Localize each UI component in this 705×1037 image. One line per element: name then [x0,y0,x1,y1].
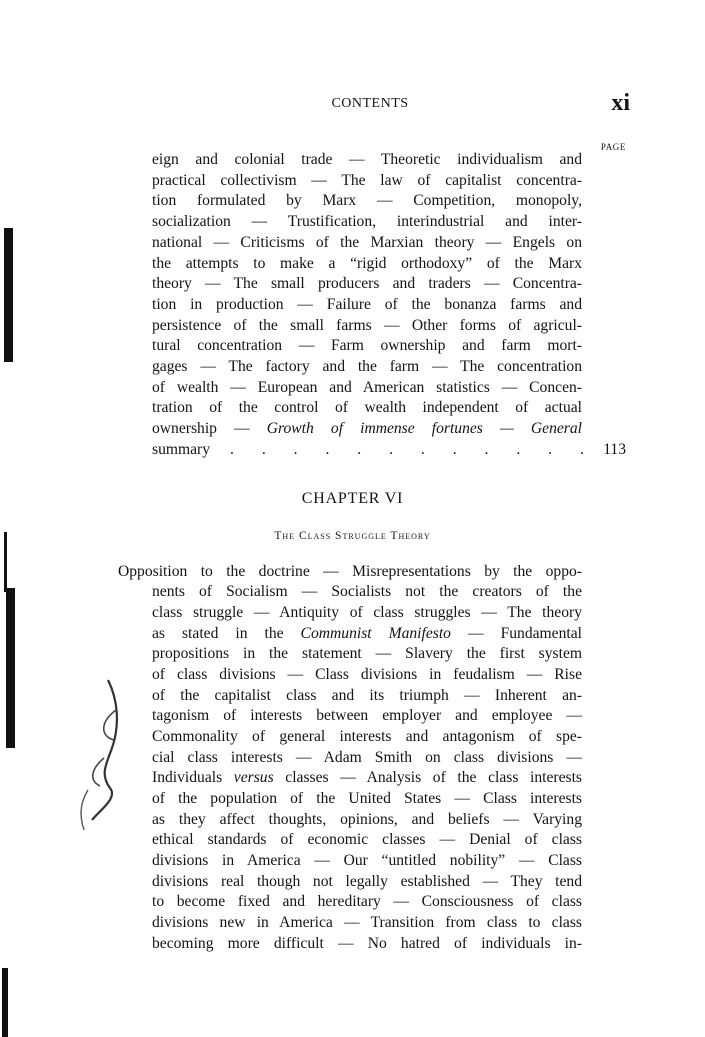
scan-edge-mark-lower [6,588,15,748]
page-folio: xi [611,90,630,116]
entry-line: national — Criticisms of the Marxian theory — Engels on [152,234,582,251]
chapter-title: The Class Struggle Theory [274,530,431,542]
chapter-line: divisions new in America — Transition from class to class [152,914,582,931]
entry-line: eign and colonial trade — Theoretic individualism and [152,151,582,168]
entry-line: of wealth — European and American statistics — Concen- [152,379,582,396]
entry-line: the attempts to make a “rigid orthodoxy” of the Marx [152,255,582,272]
chapter-text: as stated in the [152,625,301,642]
entry-line: persistence of the small farms — Other forms of agricul- [152,317,582,334]
chapter-line: becoming more difficult — No hatred of individuals in- [152,935,582,952]
scan-edge-mark-top [4,228,13,362]
entry-summary-row [152,440,626,460]
chapter-heading: CHAPTER VI [301,490,404,507]
chapter-line: Commonality of general interests and antagonism of spe- [152,728,582,745]
chapter-line: cial class interests — Adam Smith on class divisions — [152,749,582,766]
page-column-label: PAGE [600,142,626,152]
chapter-line: ethical standards of economic classes — Denial of class [152,831,582,848]
entry-italic-text: Growth of immense fortunes — General [266,420,583,437]
chapter-line: of class divisions — Class divisions in feudalism — Rise [152,666,582,683]
entry-line: practical collectivism — The law of capitalist concentra- [152,172,582,189]
entry-line: gages — The factory and the farm — The concentration [152,358,582,375]
entry-line: theory — The small producers and traders — Concentra- [152,275,582,292]
handwritten-margin-mark [70,670,140,840]
chapter-line: to become fixed and hereditary — Consciousness of class [152,893,582,910]
chapter-text: classes — Analysis of the class interests [273,769,582,786]
running-title: CONTENTS [331,96,409,111]
entry-line: tion formulated by Marx — Competition, monopoly, [152,192,582,209]
chapter-line-manifesto [152,624,582,644]
entry-line-italic [152,419,582,439]
running-head [0,90,705,120]
chapter-line: nents of Socialism — Socialists not the creators of the [152,583,582,600]
chapter-line: divisions in America — Our “untitled nobility” — Class [152,852,582,869]
chapter-line: propositions in the statement — Slavery the first system [152,645,582,662]
chapter-italic-text: versus [233,769,274,786]
chapter-text: — Fundamental [450,625,582,642]
chapter-line: of the population of the United States — Class interests [152,790,582,807]
entry-text: ownership — [152,420,267,437]
entry-line: socialization — Trustification, interindustrial and inter- [152,213,582,230]
chapter-line: divisions real though not legally established — They tend [152,873,582,890]
entry-line: tural concentration — Farm ownership and farm mort- [152,337,582,354]
entry-last-word: summary [152,441,211,458]
chapter-line-first: Opposition to the doctrine — Misrepresentations by the oppo- [118,563,582,580]
chapter-line: of the capitalist class and its triumph — Inherent an- [152,687,582,704]
entry-line: tion in production — Failure of the bonanza farms and [152,296,582,313]
chapter-text: Individuals [152,769,234,786]
chapter-line: as they affect thoughts, opinions, and beliefs — Varying [152,811,582,828]
chapter-line: tagonism of interests between employer and employee — [152,707,582,724]
entry-line: tration of the control of wealth independent of actual [152,399,582,416]
chapter-line-versus [152,768,582,788]
dot-leader: . . . . . . . . . . . . [230,441,584,458]
chapter-italic-text: Communist Manifesto [300,625,451,642]
scan-edge-mark-bottom [2,968,8,1037]
chapter-line: class struggle — Antiquity of class struggles — The theory [152,604,582,621]
entry-page-number: 113 [603,441,626,458]
